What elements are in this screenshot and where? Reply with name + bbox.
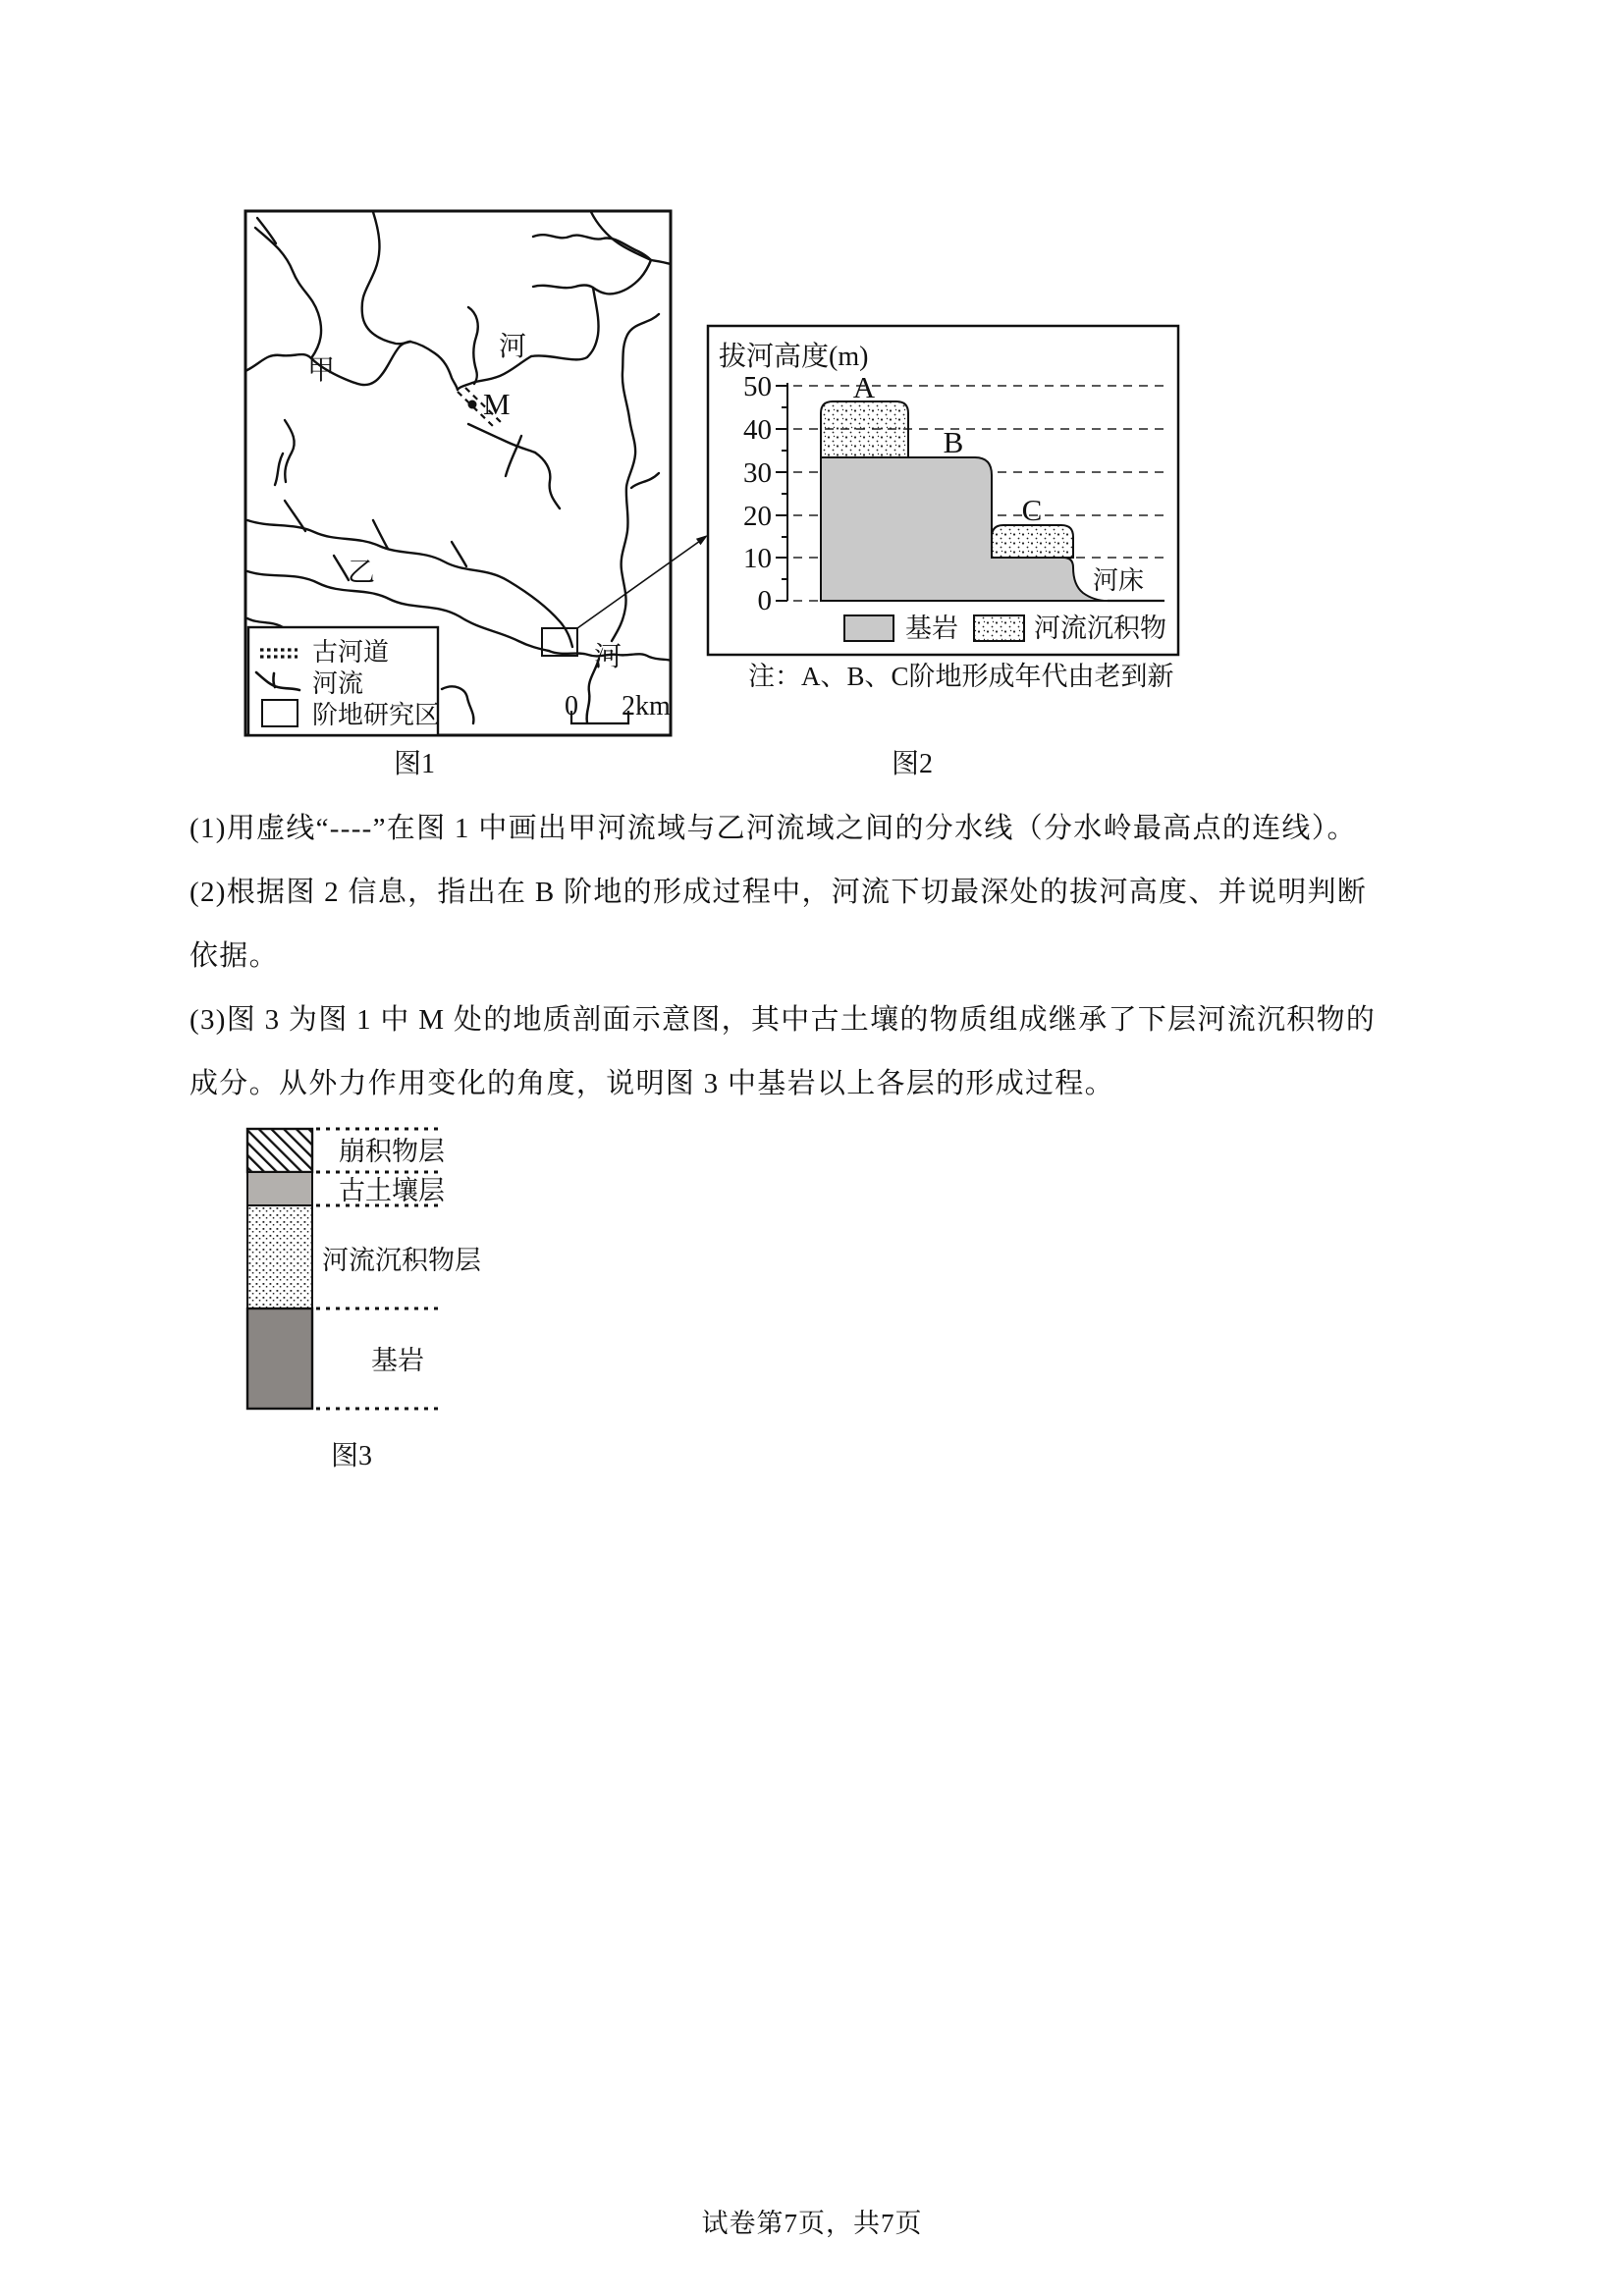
- page-footer: 试卷第7页，共7页: [701, 2209, 923, 2238]
- terrace-a-sediment: [821, 401, 908, 457]
- layer-fluvial-label: 河流沉积物层: [322, 1246, 481, 1275]
- figure1-map: [245, 211, 708, 779]
- question-3-line-a: (3)图 3 为图 1 中 M 处的地质剖面示意图，其中古土壤的物质组成继承了下层河流沉积物的: [189, 1004, 1377, 1036]
- question-3-line-b: 成分。从外力作用变化的角度，说明图 3 中基岩以上各层的形成过程。: [189, 1068, 1114, 1099]
- legend-bedrock-label: 基岩: [905, 614, 958, 643]
- scale-zero: 0: [565, 691, 578, 721]
- ytick-0: 0: [757, 585, 772, 616]
- map-label-he-top: 河: [498, 332, 527, 362]
- layer-colluvium-label: 崩积物层: [339, 1137, 445, 1166]
- ytick-30: 30: [743, 457, 772, 489]
- question-2-line-a: (2)根据图 2 信息，指出在 B 阶地的形成过程中，河流下切最深处的拔河高度、并说明判断: [189, 877, 1368, 908]
- point-m-dot: [468, 400, 477, 409]
- ytick-50: 50: [743, 371, 772, 402]
- figure2-note: 注：A、B、C阶地形成年代由老到新: [748, 662, 1174, 691]
- terrace-a-label: A: [852, 370, 876, 404]
- terrace-b-label: B: [943, 425, 964, 459]
- map-label-yi: 乙: [347, 558, 376, 588]
- legend-sediment-swatch: [974, 615, 1024, 641]
- map-label-m: M: [483, 387, 511, 421]
- layer-bedrock-rect: [247, 1308, 312, 1409]
- question-1-line: (1)用虚线“----”在图 1 中画出甲河流域与乙河流域之间的分水线（分水岭最高点的连线）。: [189, 813, 1357, 844]
- figure2-chart: [708, 326, 1178, 779]
- layer-paleosol-rect: [247, 1172, 312, 1205]
- legend-label-ancient-channel: 古河道: [312, 638, 390, 667]
- scale-2km: 2km: [622, 691, 671, 721]
- figure3-caption: 图3: [330, 1441, 373, 1471]
- map-label-jia: 甲: [306, 355, 336, 386]
- legend-bedrock-swatch: [844, 615, 893, 641]
- layer-paleosol-label: 古土壤层: [339, 1176, 445, 1205]
- terrace-c-sediment: [992, 525, 1073, 558]
- chart-legend: [844, 614, 1166, 643]
- ytick-10: 10: [743, 543, 772, 574]
- legend-label-river: 河流: [312, 669, 364, 698]
- legend-label-study-area: 阶地研究区: [312, 701, 441, 729]
- figure3-column: [137, 1109, 530, 1482]
- map-label-he-bottom: 河: [593, 642, 623, 672]
- layer-fluvial-rect: [247, 1205, 312, 1308]
- terrace-c-label: C: [1021, 493, 1043, 527]
- callout-arrow-head: [696, 535, 708, 545]
- question-2-line-b: 依据。: [189, 940, 279, 972]
- y-axis-title: 拔河高度(m): [719, 342, 869, 372]
- riverbed-label: 河床: [1092, 566, 1145, 595]
- ytick-20: 20: [743, 501, 772, 532]
- figure2-caption: 图2: [891, 749, 934, 779]
- layer-bedrock-label: 基岩: [371, 1346, 424, 1375]
- layer-colluvium-rect: [247, 1129, 312, 1172]
- map-legend: [248, 627, 440, 735]
- ytick-40: 40: [743, 414, 772, 446]
- figure1-and-figure2: [137, 196, 1198, 795]
- legend-sediment-label: 河流沉积物: [1034, 614, 1166, 643]
- figure1-caption: 图1: [393, 749, 436, 779]
